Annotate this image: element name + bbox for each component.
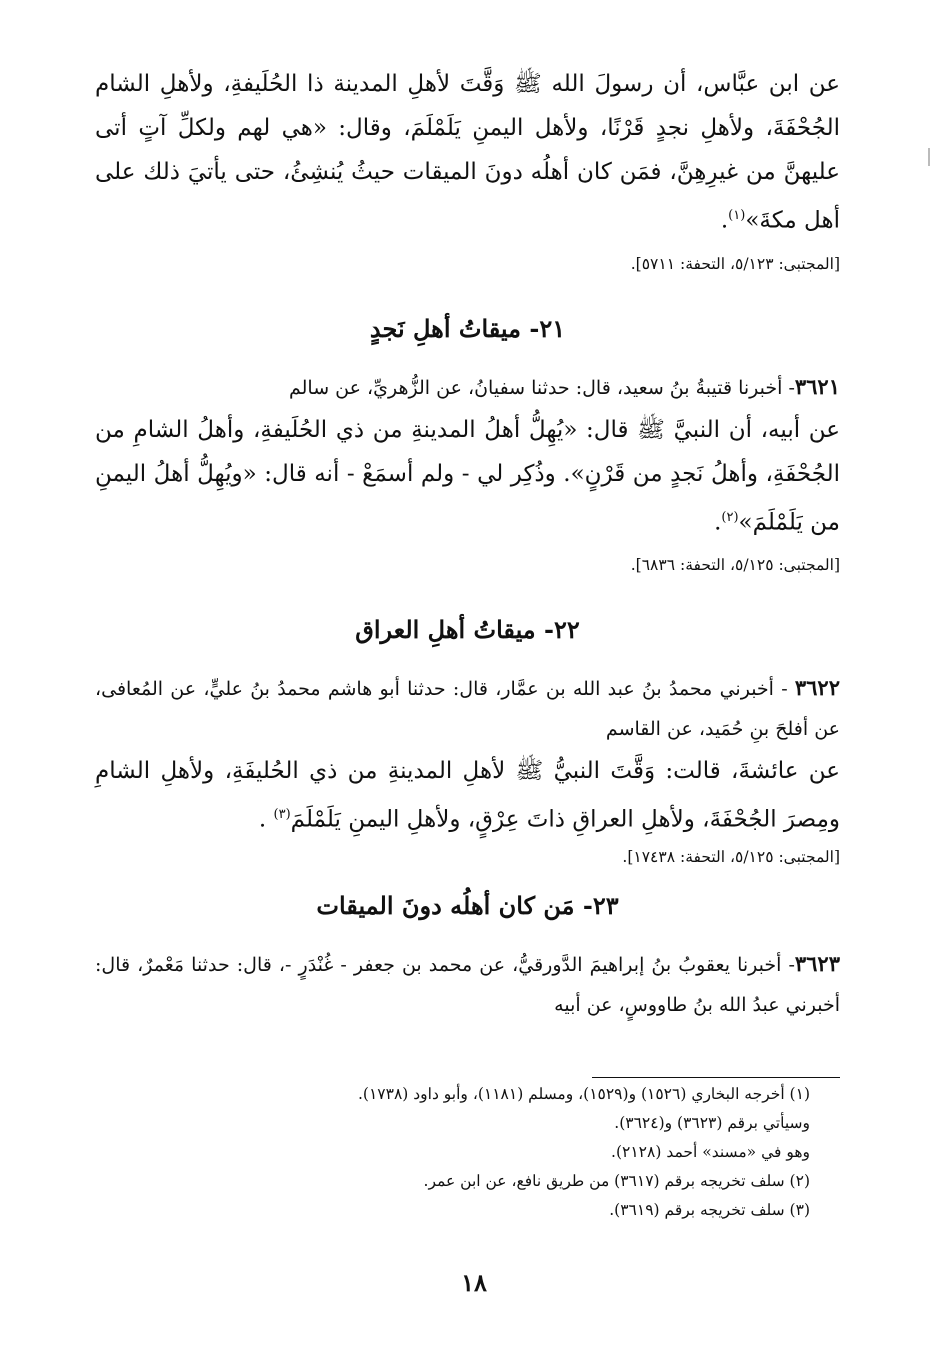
hadith-number-3621: ٣٦٢١ (794, 373, 840, 399)
footnotes (95, 1080, 810, 1225)
footnote-1: (١) أخرجه البخاري (١٥٢٦) و(١٥٢٩)، ومسلم (١١٨١)، وأبو داود (١٧٣٨). (357, 1085, 810, 1103)
chain-3623 (95, 944, 840, 1025)
top-paragraph-text: عن ابن عبَّاس، أن رسولَ الله ﷺ وَقَّتَ لأهلِ المدينة ذا الحُلَيفةِ، ولأهلِ الشام الجُحْفَةَ، ولأهلِ نجدٍ قَرْنًا، ولأهل اليمنِ يَلَمْلَمَ، وقال: «هي لهم ولكلِّ آتٍ أتى عليهنَّ من غيرِهِنَّ، فمَن كان أهلُه دونَ الميقات حيثُ يُنشِئُ، حتى يأتيَ ذلك على أهل مكةَ» (95, 71, 840, 234)
chain-3622 (95, 668, 840, 749)
reference-top: [المجتبى: ٥/١٢٣، التحفة: ٥٧١١]. (630, 254, 840, 273)
section-heading-22: ٢٢- ميقاتُ أهلِ العراق (355, 615, 580, 645)
chain-text-3622: - أخبرني محمدُ بنُ عبد الله بن عمَّار، قال: حدثنا أبو هاشم محمدُ بنُ عليٍّ، عن المُعافى، عن أفلحَ بنِ حُمَيد، عن القاسم (95, 678, 840, 741)
footnote-1-continued: وسيأتي برقم (٣٦٢٣) و(٣٦٢٤). (614, 1114, 810, 1132)
hadith-body-3621: عن أبيه، أن النبيَّ ﷺ قال: «يُهِلُّ أهلُ المدينةِ من ذي الحُلَيفةِ، وأهلُ الشامِ من الجُحْفَةِ، وأهلُ نَجدٍ من قَرْنٍ». وذُكِر لي - ولم أسمَعْ - أنه قال: «ويُهِلُّ أهلُ اليمنِ من يَلَمْلَمَ» (95, 416, 840, 536)
margin-mark (928, 148, 930, 166)
chain-3621 (95, 367, 840, 408)
reference-3622: [المجتبى: ٥/١٢٥، التحفة: ١٧٤٣٨]. (622, 847, 840, 866)
footnote-marker-2: (٢) (721, 509, 739, 525)
hadith-text-3621: عن أبيه، أن النبيَّ ﷺ قال: «يُهِلُّ أهلُ المدينةِ من ذي الحُلَيفةِ، وأهلُ الشامِ من الجُحْفَةِ، وأهلُ نَجدٍ من قَرْنٍ». وذُكِر لي - ولم أسمَعْ - أنه قال: «ويُهِلُّ أهلُ اليمنِ من يَلَمْلَمَ»$^{(٢)}$. (95, 416, 840, 536)
reference-3621: [المجتبى: ٥/١٢٥، التحفة: ٦٨٣٦]. (630, 556, 840, 575)
top-paragraph: عن ابن عبَّاس، أن رسولَ الله ﷺ وَقَّتَ لأهلِ المدينة ذا الحُلَيفةِ، ولأهلِ الشام الجُحْفَةَ، ولأهلِ نجدٍ قَرْنًا، ولأهل اليمنِ يَلَمْلَمَ، وقال: «هي لهم ولكلِّ آتٍ أتى عليهنَّ من غيرِهِنَّ، فمَن كان أهلُه دونَ الميقات حيثُ يُنشِئُ، حتى يأتيَ ذلك على أهل مكةَ»$^{(١)}$. (95, 71, 840, 234)
footnote-marker-1: (١) (728, 208, 746, 223)
hadith-body-3622: عن عائشةَ، قالت: وَقَّتَ النبيُّ ﷺ لأهلِ المدينةِ من ذي الحُليفَةِ، ولأهلِ الشامِ ومِصرَ الجُحْفَةَ، ولأهلِ العراقِ ذاتَ عِرْقٍ، ولأهلِ اليمنِ يَلَمْلَمَ (95, 758, 840, 833)
section-heading-23: ٢٣- مَن كان أهلُه دونَ الميقات (316, 890, 619, 920)
page-body (95, 62, 840, 1025)
footnote-separator (592, 1077, 840, 1078)
page-number: ١٨ (461, 1268, 487, 1297)
footnote-1-continued-2: وهو في «مسند» أحمد (٢١٢٨). (611, 1143, 810, 1161)
footnote-3: (٣) سلف تخريجه برقم (٣٦١٩). (609, 1201, 810, 1219)
chain-text-3621: - أخبرنا قتيبةُ بنُ سعيد، قال: حدثنا سفيانُ، عن الزُّهريِّ، عن سالم (289, 376, 795, 399)
hadith-number-3623: ٣٦٢٣ (794, 950, 840, 976)
hadith-text-3622: عن عائشةَ، قالت: وَقَّتَ النبيُّ ﷺ لأهلِ المدينةِ من ذي الحُليفَةِ، ولأهلِ الشامِ ومِصرَ الجُحْفَةَ، ولأهلِ العراقِ ذاتَ عِرْقٍ، ولأهلِ اليمنِ يَلَمْلَمَ$^{(٣)}$ . (95, 758, 840, 833)
chain-text-3623: - أخبرنا يعقوبُ بنُ إبراهيمَ الدَّورقيُّ، عن محمد بن جعفر - غُنْدَرٍ -، قال: حدثنا مَعْمرٌ، قال: أخبرني عبدُ الله بنُ طاووسٍ، عن أبيه (95, 953, 840, 1016)
footnote-2: (٢) سلف تخريجه برقم (٣٦١٧) من طريق نافع، عن ابن عمر. (423, 1172, 810, 1190)
footnote-marker-3: (٣) (273, 807, 291, 823)
section-heading-21: ٢١- ميقاتُ أهلِ نَجدٍ (369, 313, 566, 343)
hadith-number-3622: ٣٦٢٢ (794, 675, 840, 701)
